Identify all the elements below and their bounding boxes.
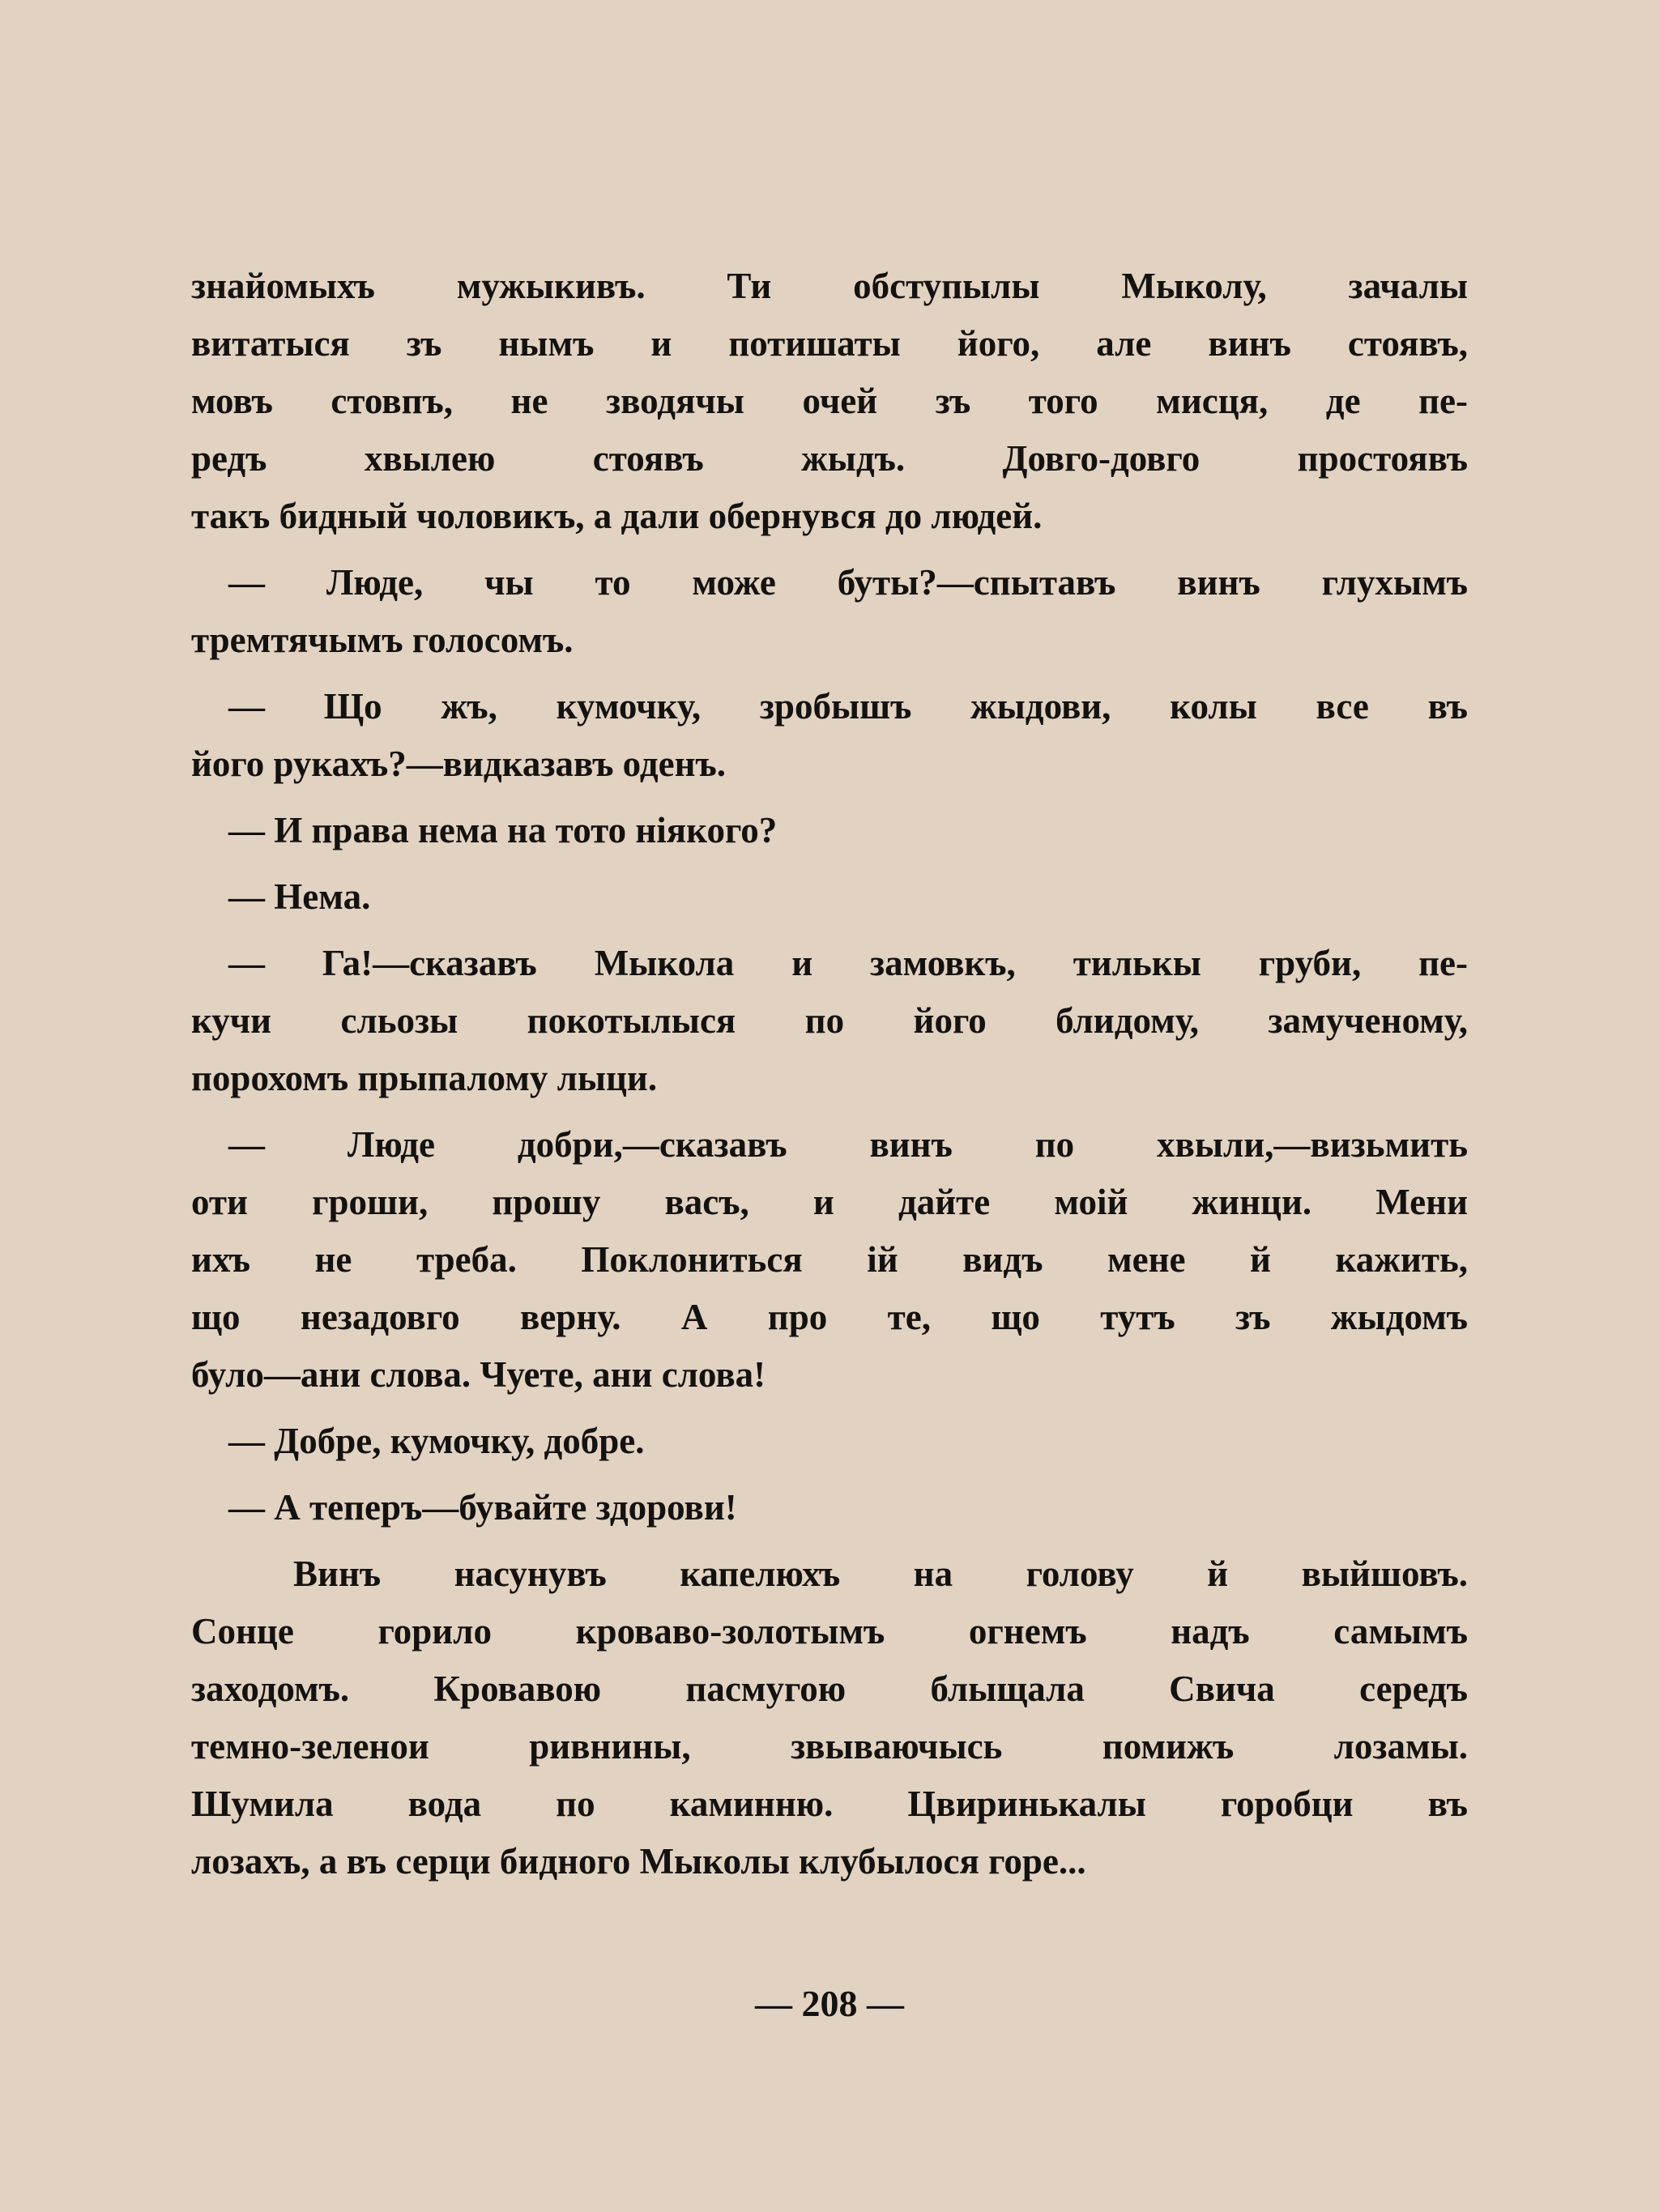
text-line: тремтячымъ голосомъ. — [191, 620, 574, 660]
paragraph — [191, 1413, 1468, 1470]
text-line: Винъ насунувъ капелюхъ на голову й выйшовъ. — [293, 1554, 1468, 1594]
text-line: темно-зеленои ривнины, звываючысь помижъ лозамы. — [191, 1726, 1468, 1767]
text-line: ихъ не треба. Поклониться ій видъ мене й кажить, — [191, 1239, 1468, 1280]
text-line: кучи сльозы покотылыся по його блидому, замученому, — [191, 1000, 1468, 1041]
text-line: Сонце горило кроваво-золотымъ огнемъ надъ самымъ — [191, 1611, 1468, 1652]
text-line: лозахъ, а въ серци бидного Мыколы клубылося горе... — [191, 1841, 1086, 1882]
paragraph — [191, 868, 1468, 926]
text-line: що незадовго верну. А про те, що тутъ зъ жыдомъ — [191, 1297, 1468, 1337]
text-line: — Що жъ, кумочку, зробышъ жыдови, колы все въ — [228, 686, 1468, 727]
paragraph — [191, 802, 1468, 859]
paragraph — [191, 935, 1468, 1107]
text-line: витатыся зъ нымъ и потишаты його, але винъ стоявъ, — [191, 323, 1468, 364]
text-line: знайомыхъ мужыкивъ. Ти обступылы Мыколу, зачалы — [191, 266, 1468, 306]
paragraph — [191, 554, 1468, 669]
text-line: — И права нема на тото ніякого? — [228, 810, 778, 850]
paragraph — [191, 258, 1468, 545]
text-line: мовъ стовпъ, не зводячы очей зъ того мисця, де пе- — [191, 381, 1468, 421]
text-line: — Люде добри,—сказавъ винъ по хвыли,—визьмить — [228, 1124, 1468, 1165]
text-line: порохомъ прыпалому лыци. — [191, 1058, 658, 1098]
text-line: — Добре, кумочку, добре. — [228, 1421, 645, 1461]
paragraph — [191, 1545, 1468, 1890]
text-line: такъ бидный чоловикъ, а дали обернувся до людей. — [191, 496, 1043, 536]
paragraph — [191, 1116, 1468, 1404]
paragraph — [191, 1479, 1468, 1536]
text-line: редъ хвылею стоявъ жыдъ. Довго-довго простоявъ — [191, 438, 1468, 479]
text-line: заходомъ. Кровавою пасмугою блыщала Свича середъ — [191, 1669, 1468, 1709]
text-line: — Люде, чы то може буты?—спытавъ винъ глухымъ — [228, 562, 1468, 603]
text-line: було—ани слова. Чуете, ани слова! — [191, 1354, 766, 1395]
text-line: його рукахъ?—видказавъ оденъ. — [191, 744, 727, 784]
text-line: оти гроши, прошу васъ, и дайте моій жинци. Мени — [191, 1182, 1468, 1222]
text-line: — Га!—сказавъ Мыкола и замовкъ, тилькы груби, пе- — [228, 943, 1468, 983]
text-line: — А теперъ—бувайте здорови! — [228, 1487, 737, 1528]
text-line: — Нема. — [228, 876, 371, 917]
page-number: — 208 — — [755, 1983, 904, 2024]
text-line: Шумила вода по каминню. Цвиринькалы горобци въ — [191, 1784, 1468, 1824]
paragraph — [191, 678, 1468, 793]
page-text — [191, 258, 1468, 1890]
